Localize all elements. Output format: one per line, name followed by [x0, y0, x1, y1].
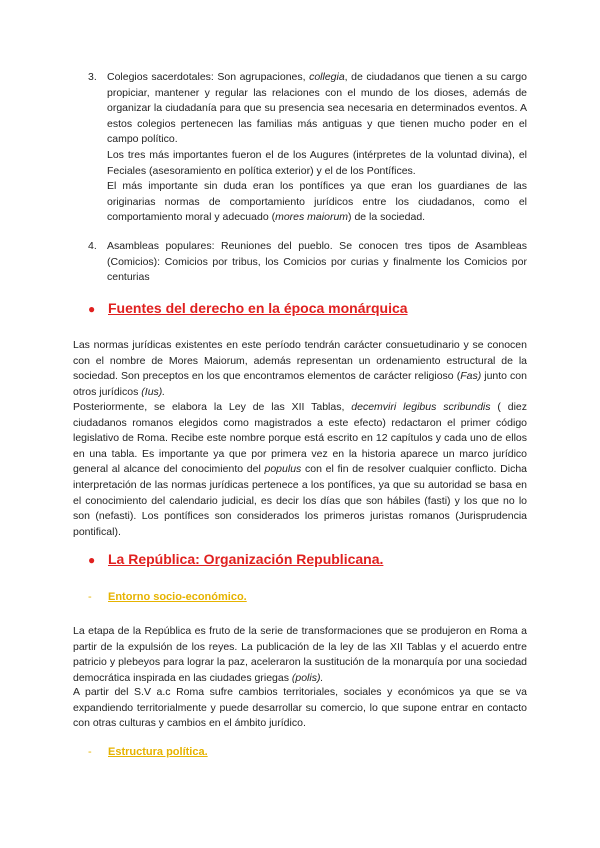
italic-term: Fas)	[460, 370, 482, 383]
paragraph-xii-tablas: Posteriormente, se elabora la Ley de las XII Tablas, decemviri legibus scribundis ( diez ciudadanos romanos elegidos como magistrados a este efecto) redactaron el primer código legislativo de Roma. Recibe este nombre porque está escrito en 12 capítulos y cada uno de ellos en una tabla. Es importante ya que por primera vez en la historia aparece un marco jurídico general al alcance del conocimiento del populus con el fin de resolver cualquier conflicto. Dicha interpretación de las normas jurídicas pertenece a los pontífices, ya que su autoridad se basa en el conocimiento del calendario judicial, es decir los días que son hábiles (fasti) y los que no lo son (nefasti). Los pontífices son considerados los primeros juristas romanos (Jurisprudencia pontifical).	[73, 401, 528, 538]
italic-term: (polis).	[291, 671, 324, 684]
subheading-entorno	[88, 590, 247, 605]
list-item-3-augures: Los tres más importantes fueron el de los Augures (intérpretes de la voluntad divina), el Feciales (asesoramiento en política exterior) y el de los Pontífices.	[107, 148, 527, 177]
list-item-3-pontifices: El más importante sin duda eran los pontífices ya que eran los guardianes de las originarias normas de comportamiento jurídicos entre los ciudadanos, como el comportamiento moral y adecuado (mores maiorum) de la sociedad.	[107, 180, 527, 224]
dash-marker: -	[88, 746, 92, 758]
subheading-estructura-text: Estructura política.	[108, 746, 208, 758]
list-item-3-text: Colegios sacerdotales: Son agrupaciones, collegia, de ciudadanos que tienen a su cargo propiciar, mantener y regular las relaciones con el mundo de los dioses, además de organizar la ciudadanía para que su presencia sea necesaria en determinados eventos. A estos colegios pertenecen las familias más antiguas y que tienen mucho poder en el campo político.	[107, 71, 527, 146]
list-item-4-text: Asambleas populares: Reuniones del pueblo. Se conocen tres tipos de Asambleas (Comicios): Comicios por tribus, los Comicios por curias y finalmente los Comicios por centurias	[107, 240, 527, 284]
paragraph-mores-maiorum: Las normas jurídicas existentes en este período tendrán carácter consuetudinario y se conocen con el nombre de Mores Maiorum, además representan un ordenamiento estructural de la sociedad. Son preceptos en los que encontramos elementos de carácter religioso (Fas) junto con otros jurídicos (Ius).	[73, 339, 527, 398]
dash-marker: -	[88, 591, 92, 603]
subheading-entorno-text: Entorno socio-económico.	[108, 591, 247, 603]
italic-term: mores maiorum	[275, 211, 349, 224]
italic-term: decemviri legibus scribundis	[351, 401, 491, 413]
heading-fuentes-derecho	[88, 299, 408, 318]
list-item-4	[107, 239, 527, 286]
heading-republica	[88, 550, 383, 569]
italic-term: (Ius).	[141, 385, 166, 398]
list-number-3: 3.	[88, 71, 97, 83]
paragraph-republica-etapa: La etapa de la República es fruto de la serie de transformaciones que se produjeron en Roma a partir de la expulsión de los reyes. La publicación de la ley de las XII Tablas y el acuerdo entre patricio y plebeyos para lograr la paz, aceleraron la sustitución de la monarquía por una sociedad democrática inspirada en las ciudades griegas (polis).	[73, 625, 527, 684]
bullet-icon: ●	[88, 302, 96, 316]
italic-term: collegia	[309, 71, 345, 83]
list-item-3	[107, 70, 527, 226]
subheading-estructura	[88, 745, 208, 760]
bullet-icon: ●	[88, 553, 96, 567]
heading-republica-text: La República: Organización Republicana.	[108, 551, 384, 567]
paragraph-siglo-v: A partir del S.V a.c Roma sufre cambios territoriales, sociales y económicos ya que se va expandiendo territorialmente y puede desarrollar su comercio, lo que supone entrar en contacto con otras culturas y cambios en el ámbito jurídico.	[73, 686, 527, 730]
list-number-4: 4.	[88, 240, 97, 252]
heading-fuentes-derecho-text: Fuentes del derecho en la época monárquica	[108, 300, 408, 316]
italic-term: populus	[264, 463, 302, 476]
